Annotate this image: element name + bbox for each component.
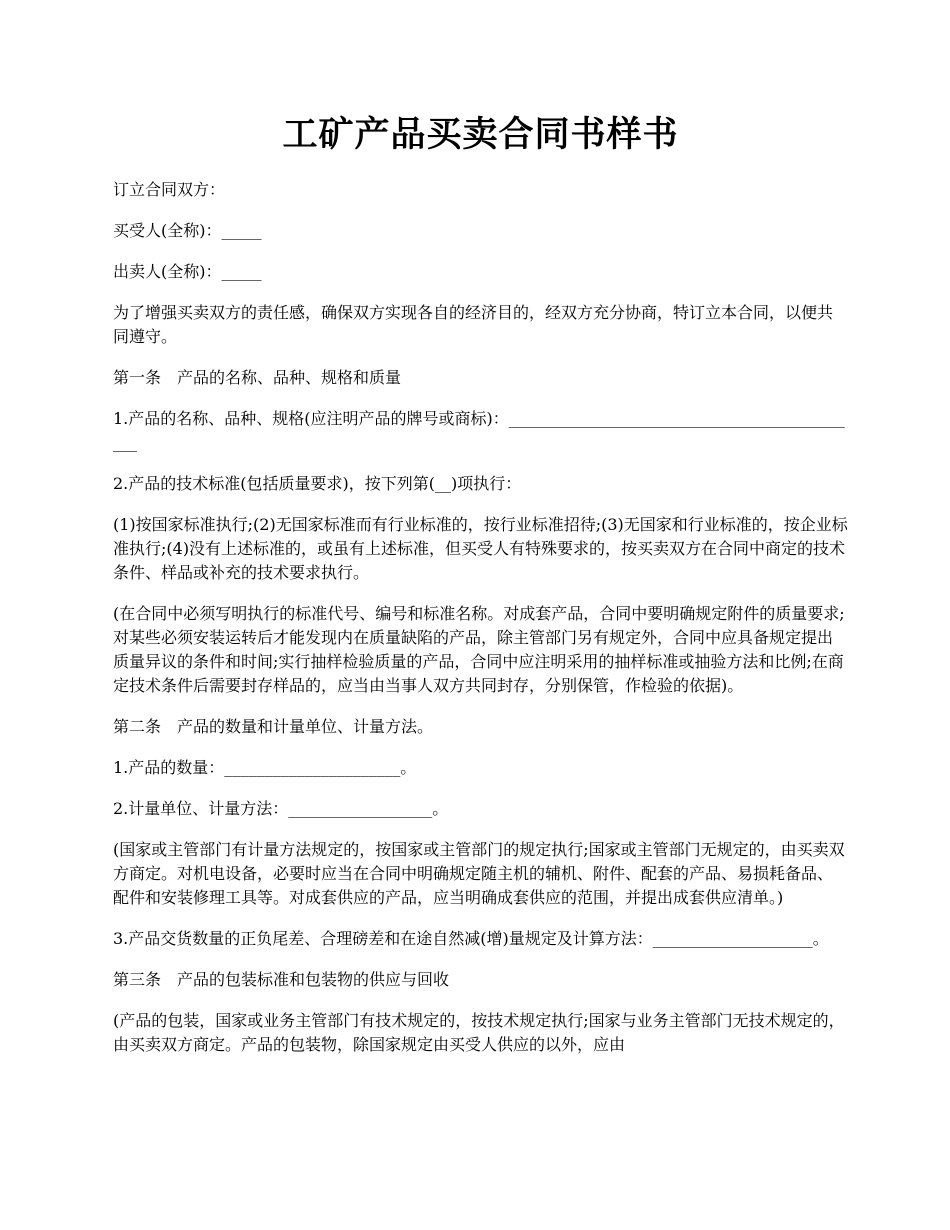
document-title: 工矿产品买卖合同书样书	[282, 114, 679, 155]
article-3-note: (产品的包装，国家或业务主管部门有技术规定的，按技术规定执行;国家与业务主管部门无技术规定的，由买卖双方商定。产品的包装物，除国家规定由买受人供应的以外，应由	[113, 1011, 845, 1054]
seller-field: 出卖人(全称)：_____	[113, 262, 262, 281]
contract-document	[113, 108, 848, 1074]
article-2-note: (国家或主管部门有计量方法规定的，按国家或主管部门的规定执行;国家或主管部门无规定的，由买卖双方商定。对机电设备，必要时应当在合同中明确规定随主机的辅机、附件、配套的产品、易损耗备品、配件和安装修理工具等。对成套供应的产品，应当明确成套供应的范围，并提出成套供应清单。)	[113, 840, 845, 907]
article-1-item-2: 2.产品的技术标准(包括质量要求)，按下列第(__)项执行：	[113, 474, 522, 493]
article-1-standards-list: (1)按国家标准执行;(2)无国家标准而有行业标准的，按行业标准招待;(3)无国家和行业标准的，按企业标准执行;(4)没有上述标准的，或虽有上述标准，但买受人有特殊要求的，按买卖双方在合同中商定的技术条件、样品或补充的技术要求执行。	[113, 515, 848, 582]
article-2-heading: 第二条 产品的数量和计量单位、计量方法。	[113, 717, 434, 736]
article-2-item-2: 2.计量单位、计量方法：__________________。	[113, 799, 449, 818]
preamble-paragraph: 为了增强买卖双方的责任感，确保双方实现各自的经济目的，经双方充分协商，特订立本合同，以便共同遵守。	[113, 303, 834, 346]
parties-heading: 订立合同双方：	[113, 180, 226, 199]
buyer-field: 买受人(全称)：_____	[113, 221, 262, 240]
article-1-note: (在合同中必须写明执行的标准代号、编号和标准名称。对成套产品，合同中要明确规定附件的质量要求;对某些必须安装运转后才能发现内在质量缺陷的产品，除主管部门另有规定外，合同中应具备规定提出质量异议的条件和时间;实行抽样检验质量的产品，合同中应注明采用的抽样标准或抽验方法和比例;在商定技术条件后需要封存样品的，应当由当事人双方共同封存，分别保管，作检验的依据)。	[113, 604, 845, 695]
article-3-heading: 第三条 产品的包装标准和包装物的供应与回收	[113, 970, 450, 989]
article-2-item-3: 3.产品交货数量的正负尾差、合理磅差和在途自然减(增)量规定及计算方法：____________________。	[113, 929, 829, 948]
article-1-item-1: 1.产品的名称、品种、规格(应注明产品的牌号或商标)：_____________________________________________	[113, 409, 845, 452]
article-2-item-1: 1.产品的数量：______________________。	[113, 758, 417, 777]
article-1-heading: 第一条 产品的名称、品种、规格和质量	[113, 368, 402, 387]
